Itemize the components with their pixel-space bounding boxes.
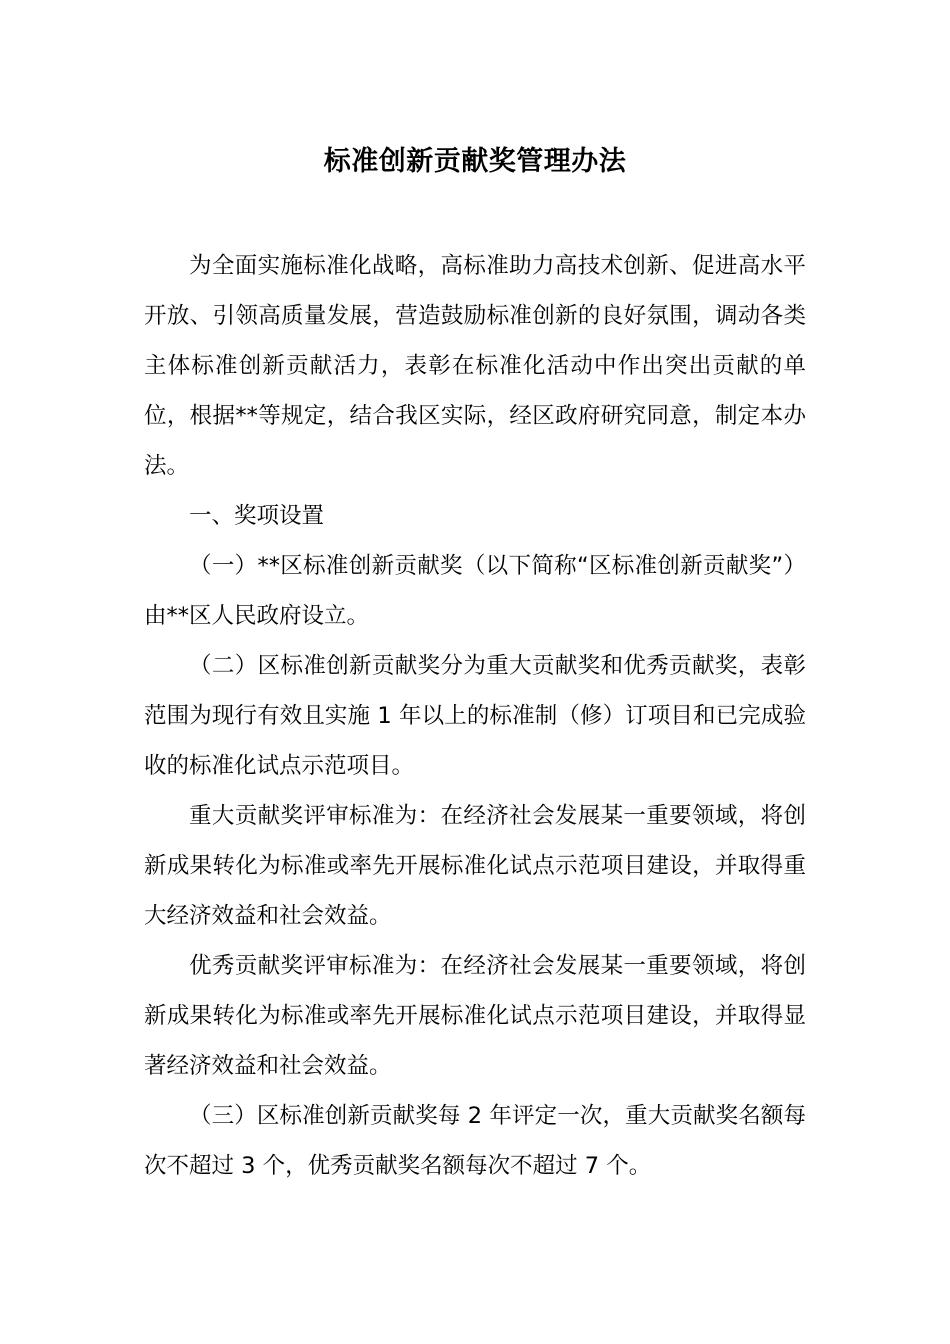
section-heading-award-setup: 一、奖项设置 xyxy=(189,503,325,529)
document-title: 标准创新贡献奖管理办法 xyxy=(323,146,627,177)
document-body xyxy=(144,241,806,1191)
paragraph-preamble: 为全面实施标准化战略，高标准助力高技术创新、促进高水平开放、引领高质量发展，营造鼓励标准创新的良好氛围，调动各类主体标准创新贡献活力，表彰在标准化活动中作出突出贡献的单位，根据**等规定，结合我区实际，经区政府研究同意，制定本办法。 xyxy=(144,253,806,479)
paragraph-item-2: （二）区标准创新贡献奖分为重大贡献奖和优秀贡献奖，表彰范围为现行有效且实施 1 年以上的标准制（修）订项目和已完成验收的标准化试点示范项目。 xyxy=(144,653,806,779)
paragraph-item-1: （一）**区标准创新贡献奖（以下简称“区标准创新贡献奖”）由**区人民政府设立。 xyxy=(144,553,806,629)
paragraph-excellent-award-criteria: 优秀贡献奖评审标准为：在经济社会发展某一重要领域，将创新成果转化为标准或率先开展标准化试点示范项目建设，并取得显著经济效益和社会效益。 xyxy=(144,953,806,1079)
paragraph-major-award-criteria: 重大贡献奖评审标准为：在经济社会发展某一重要领域，将创新成果转化为标准或率先开展标准化试点示范项目建设，并取得重大经济效益和社会效益。 xyxy=(144,803,806,929)
paragraph-item-3: （三）区标准创新贡献奖每 2 年评定一次，重大贡献奖名额每次不超过 3 个，优秀贡献奖名额每次不超过 7 个。 xyxy=(144,1103,806,1179)
